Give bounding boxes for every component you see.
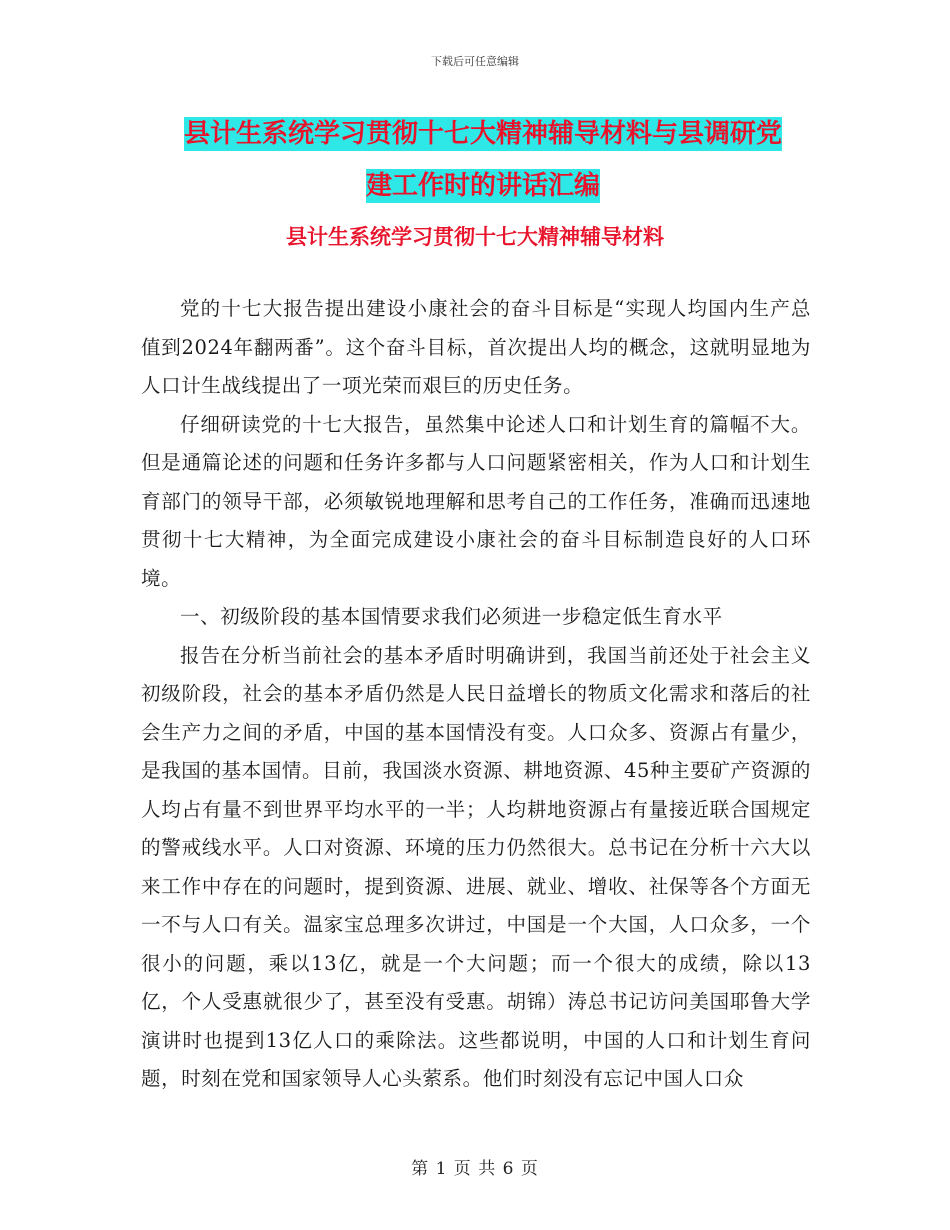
paragraph: 党的十七大报告提出建设小康社会的奋斗目标是“实现人均国内生产总值到2024年翻两番”。这个奋斗目标，首次提出人均的概念，这就明显地为人口计生战线提出了一项光荣而艰巨的历史任务。	[141, 297, 811, 397]
title-line-2: 建工作时的讲话汇编	[365, 171, 600, 201]
document-title	[143, 108, 823, 212]
page-header: 下载后可任意编辑	[431, 55, 519, 68]
paragraph: 一、初级阶段的基本国情要求我们必须进一步稳定低生育水平	[180, 605, 723, 628]
paragraph: 报告在分析当前社会的基本矛盾时明确讲到，我国当前还处于社会主义初级阶段，社会的基本矛盾仍然是人民日益增长的物质文化需求和落后的社会生产力之间的矛盾，中国的基本国情没有变。人口众多、资源占有量少，是我国的基本国情。目前，我国淡水资源、耕地资源、45种主要矿产资源的人均占有量不到世界平均水平的一半；人均耕地资源占有量接近联合国规定的警戒线水平。人口对资源、环境的压力仍然很大。总书记在分析十六大以来工作中存在的问题时，提到资源、进展、就业、增收、社保等各个方面无一不与人口有关。温家宝总理多次讲过，中国是一个大国，人口众多，一个很小的问题，乘以13亿，就是一个大问题；而一个很大的成绩，除以13亿，个人受惠就很少了，甚至没有受惠。胡锦）涛总书记访问美国耶鲁大学演讲时也提到13亿人口的乘除法。这些都说明，中国的人口和计划生育问题，时刻在党和国家领导人心头萦系。他们时刻没有忘记中国人口众	[141, 643, 811, 1090]
paragraph: 仔细研读党的十七大报告，虽然集中论述人口和计划生育的篇幅不大。但是通篇论述的问题和任务许多都与人口问题紧密相关，作为人口和计划生育部门的领导干部，必须敏锐地理解和思考自己的工作任务，准确而迅速地贯彻十七大精神，为全面完成建设小康社会的奋斗目标制造良好的人口环境。	[141, 412, 811, 590]
section-title: 县计生系统学习贯彻十七大精神辅导材料	[286, 224, 664, 249]
body-text	[141, 290, 811, 1099]
title-line-1: 县计生系统学习贯彻十七大精神辅导材料与县调研党	[183, 119, 782, 149]
page-footer: 第 1 页 共 6 页	[411, 1159, 539, 1179]
